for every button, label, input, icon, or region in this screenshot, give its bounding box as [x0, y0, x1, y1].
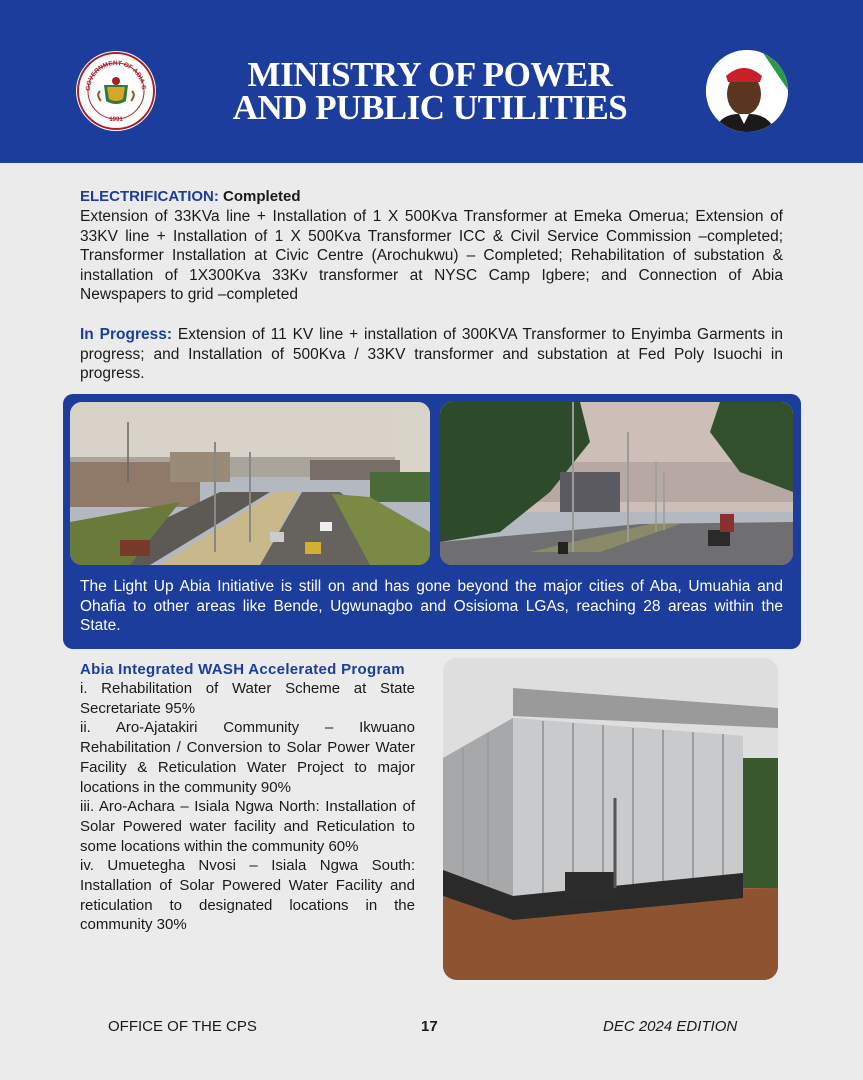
street-lights-highway-photo: [440, 402, 793, 565]
wash-item: iii. Aro-Achara – Isiala Ngwa North: Installation of Solar Powered water facility and Reticulation to some locations within the community 60%: [80, 798, 415, 855]
footer-office: OFFICE OF THE CPS: [108, 1018, 257, 1035]
in-progress-text: Extension of 11 KV line + installation of 300KVA Transformer to Enyimba Garments in progress; and Installation of 500Kva / 33KV transformer and substation at Fed Poly Isuochi in progress.: [80, 326, 784, 383]
wash-item-list: [80, 679, 415, 935]
wash-program-section: [80, 660, 415, 935]
svg-text:1991: 1991: [109, 117, 123, 123]
wash-item: iv. Umuetegha Nvosi – Isiala Ngwa South: Installation of Solar Powered Water Facility and reticulation to designated locations in the community 30%: [80, 857, 415, 934]
electrification-section: [80, 187, 783, 305]
electrification-label: ELECTRIFICATION:: [80, 188, 219, 205]
abia-state-seal-logo: [76, 51, 156, 131]
page-header: [0, 0, 863, 163]
wash-item: i. Rehabilitation of Water Scheme at State Secretariate 95%: [80, 680, 415, 717]
in-progress-label: In Progress:: [80, 326, 173, 343]
page-title-line2: AND PUBLIC UTILITIES: [232, 88, 628, 127]
electrification-text: Extension of 33KVa line + Installation of 1 X 500Kva Transformer at Emeka Omerua; Extension of 33KV line + Installation of 1 X 500Kva Transformer ICC & Civil Service Commission –completed; Transformer Installation at Civic Centre (Arochukwu) – Completed; Rehabilitation of substation & installation of 1X300Kva 33Kv transformer at NYSC Camp Igbere; and Connection of Abia Newspapers to grid –completed: [80, 208, 783, 304]
page-number: 17: [421, 1018, 438, 1035]
page-title: [180, 55, 680, 127]
electrification-heading: [80, 187, 783, 207]
electrification-status: Completed: [223, 188, 301, 205]
governor-portrait: [706, 50, 788, 132]
light-up-abia-caption: The Light Up Abia Initiative is still on and has gone beyond the major cities of Aba, Umuahia and Ohafia to other areas like Bende, Ugwunagbo and Osisioma LGAs, reaching 28 areas within the State.: [80, 578, 783, 635]
in-progress-section: [80, 325, 783, 384]
page-title-line1: MINISTRY OF POWER: [247, 55, 613, 94]
footer-edition: DEC 2024 EDITION: [603, 1018, 738, 1035]
wash-item: ii. Aro-Ajatakiri Community – Ikwuano Rehabilitation / Conversion to Solar Power Water Facility & Reticulation Water Project to major locations in the community 90%: [80, 719, 415, 796]
street-lights-road-photo: [70, 402, 430, 565]
wash-program-title: Abia Integrated WASH Accelerated Program: [80, 661, 405, 678]
svg-text:THE GOVERNMENT OF ABIA STATE: GOVERNMENT OF ABIA S: [84, 59, 148, 92]
water-tank-photo: [443, 658, 778, 980]
